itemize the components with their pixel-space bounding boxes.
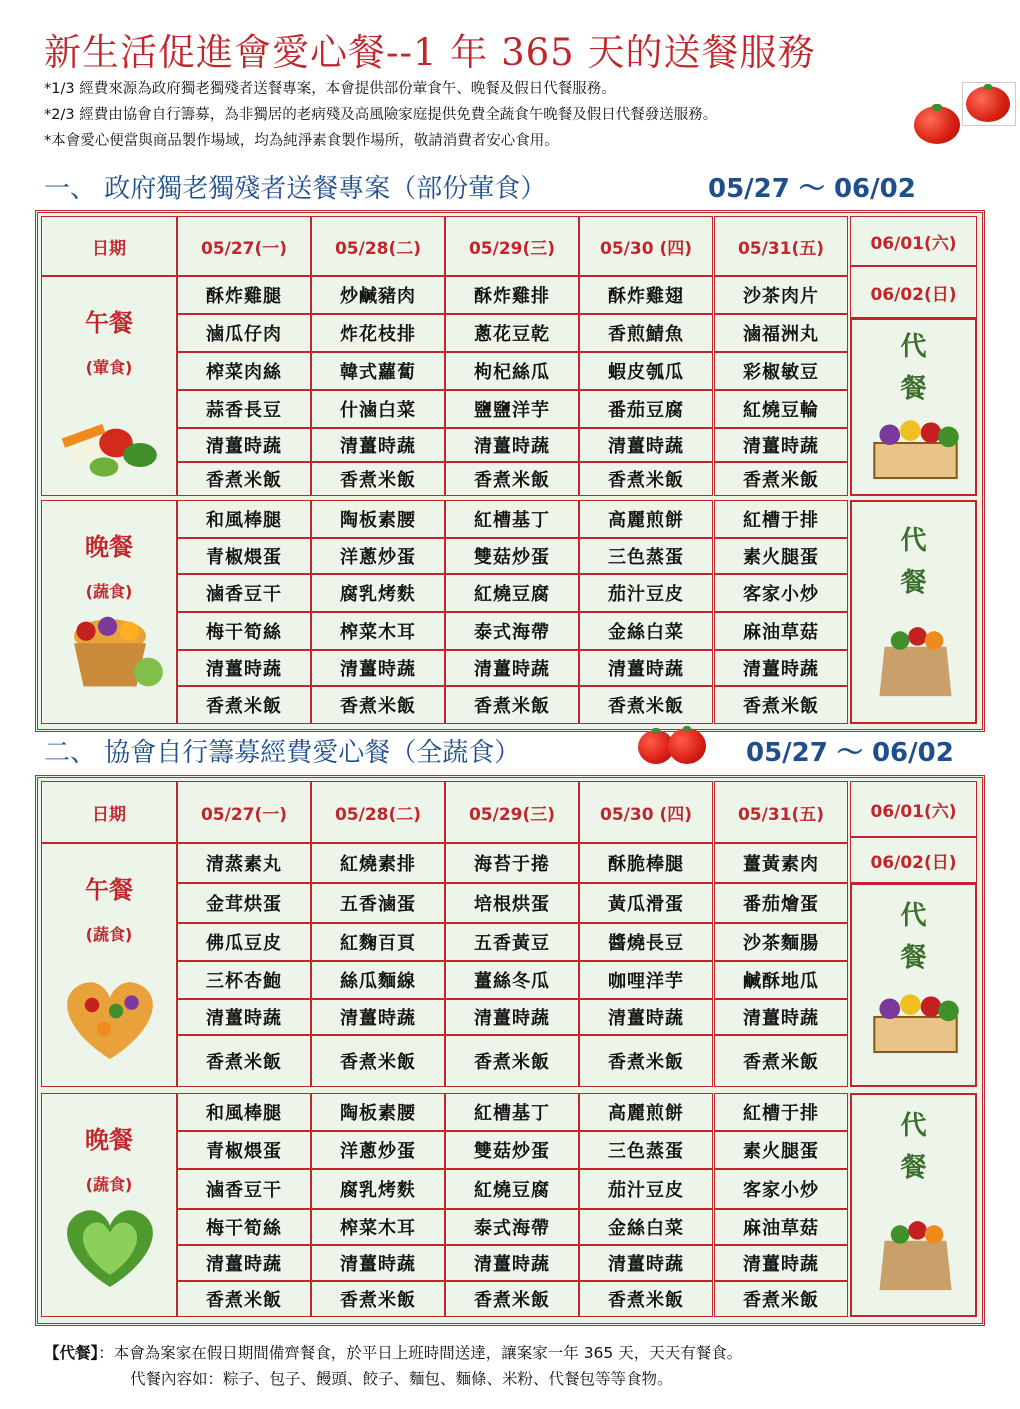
lunch-dish: 紅麴百頁	[311, 923, 445, 961]
lunch-label: 午餐	[85, 876, 133, 904]
day-header: 05/27(一)	[177, 216, 311, 276]
lunch-label: 午餐	[85, 309, 133, 337]
dinner-dish: 素火腿蛋	[714, 1131, 848, 1169]
section2-dates: 05/27 ～ 06/02	[746, 738, 954, 768]
lunch-dish: 薑絲冬瓜	[445, 961, 579, 999]
dinner-dish: 高麗煎餅	[579, 500, 713, 538]
dinner-dish: 香煮米飯	[579, 1281, 713, 1317]
lunch-dish: 香煮米飯	[311, 462, 445, 496]
lunch-dish: 彩椒敏豆	[714, 352, 848, 390]
lunch-dish: 紅燒素排	[311, 843, 445, 883]
lunch-dish: 清薑時蔬	[177, 999, 311, 1035]
dinner-dish: 香煮米飯	[177, 686, 311, 724]
lunch-dish: 清薑時蔬	[579, 428, 713, 462]
dinner-dish: 紅燒豆腐	[445, 574, 579, 612]
dinner-dish: 清薑時蔬	[311, 1245, 445, 1281]
dinner-dish: 金絲白菜	[579, 612, 713, 650]
note-3: *本會愛心便當與商品製作場域，均為純淨素食製作場所，敬請消費者安心食用。	[44, 133, 559, 149]
lunch-label-cell	[41, 843, 177, 1087]
dinner-dish: 清薑時蔬	[445, 1245, 579, 1281]
lunch-dish: 香煮米飯	[445, 462, 579, 496]
lunch-dish: 什滷白菜	[311, 390, 445, 428]
lunch-dish: 香煮米飯	[445, 1035, 579, 1087]
lunch-dish: 清薑時蔬	[579, 999, 713, 1035]
dinner-dish: 榨菜木耳	[311, 612, 445, 650]
lunch-dish: 沙茶麵腸	[714, 923, 848, 961]
substitute-char: 代	[900, 901, 927, 931]
dinner-dish: 雙菇炒蛋	[445, 538, 579, 574]
dinner-dish: 素火腿蛋	[714, 538, 848, 574]
weekend-sun-header: 06/02(日)	[850, 266, 977, 318]
dinner-dish: 洋蔥炒蛋	[311, 1131, 445, 1169]
notes	[44, 76, 717, 154]
dinner-dish: 客家小炒	[714, 574, 848, 612]
day-header: 05/29(三)	[445, 216, 579, 276]
dinner-dish: 麻油草菇	[714, 1209, 848, 1245]
dinner-dish: 紅槽基丁	[445, 1093, 579, 1131]
day-header: 05/28(二)	[311, 781, 445, 843]
page-title: 新生活促進會愛心餐--1 年 365 天的送餐服務	[44, 31, 816, 74]
lunch-dish: 香煮米飯	[714, 1035, 848, 1087]
lunch-dish: 培根烘蛋	[445, 883, 579, 923]
dinner-label-cell	[41, 1093, 177, 1317]
dinner-sublabel: (蔬食)	[85, 582, 133, 601]
dinner-dish: 香煮米飯	[579, 686, 713, 724]
dinner-dish: 香煮米飯	[445, 686, 579, 724]
lunch-dish: 香煮米飯	[714, 462, 848, 496]
basket-illustration	[50, 593, 170, 703]
dinner-dish: 清薑時蔬	[311, 650, 445, 686]
lunch-dish: 蝦皮瓠瓜	[579, 352, 713, 390]
dinner-label: 晚餐	[85, 533, 133, 561]
lunch-substitute-cell	[850, 318, 977, 496]
dinner-dish: 梅干筍絲	[177, 1209, 311, 1245]
dinner-dish: 清薑時蔬	[177, 650, 311, 686]
dinner-dish: 梅干筍絲	[177, 612, 311, 650]
dinner-dish: 香煮米飯	[311, 686, 445, 724]
dinner-dish: 陶板素腰	[311, 500, 445, 538]
dinner-dish: 紅燒豆腐	[445, 1169, 579, 1209]
lunch-dish: 三杯杏鮑	[177, 961, 311, 999]
substitute-char: 代	[900, 1111, 927, 1141]
dinner-dish: 清薑時蔬	[714, 650, 848, 686]
dinner-dish: 和風棒腿	[177, 500, 311, 538]
day-header: 05/31(五)	[714, 216, 848, 276]
date-header: 日期	[41, 781, 177, 843]
substitute-char: 代	[900, 526, 927, 556]
dinner-substitute-cell	[850, 500, 977, 724]
dinner-dish: 紅槽基丁	[445, 500, 579, 538]
dinner-dish: 腐乳烤麩	[311, 1169, 445, 1209]
lunch-dish: 韓式蘿蔔	[311, 352, 445, 390]
dinner-dish: 洋蔥炒蛋	[311, 538, 445, 574]
dinner-dish: 香煮米飯	[445, 1281, 579, 1317]
dinner-label-cell	[41, 500, 177, 724]
day-header: 05/30 (四)	[579, 781, 713, 843]
lunch-dish: 五香滷蛋	[311, 883, 445, 923]
dinner-dish: 清薑時蔬	[177, 1245, 311, 1281]
section1-dates: 05/27 ～ 06/02	[708, 174, 916, 204]
crate-illustration	[864, 398, 967, 488]
dinner-sublabel: (蔬食)	[85, 1175, 133, 1194]
dinner-label: 晚餐	[85, 1126, 133, 1154]
lunch-dish: 枸杞絲瓜	[445, 352, 579, 390]
dinner-dish: 香煮米飯	[311, 1281, 445, 1317]
weekend-sun-header: 06/02(日)	[850, 837, 977, 883]
section1-table	[35, 210, 985, 732]
lunch-dish: 海苔于捲	[445, 843, 579, 883]
lunch-dish: 香煮米飯	[177, 1035, 311, 1087]
lunch-dish: 香煮米飯	[311, 1035, 445, 1087]
lunch-dish: 清薑時蔬	[311, 428, 445, 462]
lunch-dish: 酥炸雞翅	[579, 276, 713, 314]
lunch-dish: 鹹酥地瓜	[714, 961, 848, 999]
lunch-dish: 香煮米飯	[579, 1035, 713, 1087]
lunch-dish: 沙茶肉片	[714, 276, 848, 314]
note-2: *2/3 經費由協會自行籌募，為非獨居的老病殘及高風險家庭提供免費全蔬食午晚餐及假日代餐發送服務。	[44, 107, 718, 123]
dinner-dish: 陶板素腰	[311, 1093, 445, 1131]
lunch-dish: 清薑時蔬	[714, 999, 848, 1035]
lunch-dish: 酥炸雞腿	[177, 276, 311, 314]
lunch-dish: 香煮米飯	[177, 462, 311, 496]
day-header: 05/29(三)	[445, 781, 579, 843]
footer-text-1: ：本會為案家在假日期間備齊餐食，於平日上班時間送達，讓案家一年 365 天，天天有餐食。	[98, 1344, 743, 1362]
dinner-dish: 雙菇炒蛋	[445, 1131, 579, 1169]
lunch-dish: 清薑時蔬	[445, 999, 579, 1035]
dinner-dish: 泰式海帶	[445, 612, 579, 650]
note-1: *1/3 經費來源為政府獨老獨殘者送餐專案，本會提供部份葷食午、晚餐及假日代餐服務。	[44, 81, 616, 97]
lunch-dish: 滷福洲丸	[714, 314, 848, 352]
lunch-dish: 滷瓜仔肉	[177, 314, 311, 352]
day-header: 05/28(二)	[311, 216, 445, 276]
greens-illustration	[50, 1184, 170, 1306]
dinner-dish: 青椒煨蛋	[177, 1131, 311, 1169]
dinner-dish: 紅槽于排	[714, 500, 848, 538]
footer-line-1	[44, 1340, 742, 1366]
lunch-dish: 酥炸雞排	[445, 276, 579, 314]
section1-heading	[44, 168, 546, 205]
lunch-dish: 蔥花豆乾	[445, 314, 579, 352]
section2-table	[35, 775, 985, 1326]
day-header: 05/27(一)	[177, 781, 311, 843]
dinner-dish: 麻油草菇	[714, 612, 848, 650]
lunch-dish: 佛瓜豆皮	[177, 923, 311, 961]
heart-illustration	[50, 962, 170, 1072]
lunch-dish: 清薑時蔬	[311, 999, 445, 1035]
lunch-label-cell	[41, 276, 177, 496]
dinner-dish: 清薑時蔬	[445, 650, 579, 686]
lunch-dish: 香煎鯖魚	[579, 314, 713, 352]
dinner-dish: 清薑時蔬	[579, 650, 713, 686]
lunch-dish: 番茄豆腐	[579, 390, 713, 428]
lunch-dish: 清薑時蔬	[177, 428, 311, 462]
dinner-dish: 香煮米飯	[177, 1281, 311, 1317]
substitute-char: 餐	[900, 568, 927, 598]
lunch-dish: 炸花枝排	[311, 314, 445, 352]
bag-illustration	[864, 602, 967, 712]
lunch-dish: 香煮米飯	[579, 462, 713, 496]
dinner-substitute-cell	[850, 1093, 977, 1317]
dinner-dish: 香煮米飯	[714, 686, 848, 724]
dinner-dish: 高麗煎餅	[579, 1093, 713, 1131]
dinner-dish: 客家小炒	[714, 1169, 848, 1209]
lunch-sublabel: (蔬食)	[85, 925, 133, 944]
dinner-dish: 泰式海帶	[445, 1209, 579, 1245]
tomato-icon	[914, 106, 960, 144]
dinner-dish: 三色蒸蛋	[579, 538, 713, 574]
footer-line-2: 代餐內容如：粽子、包子、饅頭、餃子、麵包、麵條、米粉、代餐包等等食物。	[130, 1370, 673, 1388]
lunch-dish: 榨菜肉絲	[177, 352, 311, 390]
lunch-dish: 金茸烘蛋	[177, 883, 311, 923]
substitute-char: 餐	[900, 943, 927, 973]
bag-illustration	[864, 1195, 967, 1307]
dinner-dish: 茄汁豆皮	[579, 574, 713, 612]
dinner-dish: 腐乳烤麩	[311, 574, 445, 612]
dinner-dish: 清薑時蔬	[579, 1245, 713, 1281]
substitute-char: 餐	[900, 1153, 927, 1183]
lunch-dish: 五香黃豆	[445, 923, 579, 961]
section2-label: 二、 協會自行籌募經費愛心餐（全蔬食）	[44, 738, 521, 768]
dinner-dish: 清薑時蔬	[714, 1245, 848, 1281]
date-header: 日期	[41, 216, 177, 276]
lunch-dish: 炒鹹豬肉	[311, 276, 445, 314]
lunch-sublabel: (葷食)	[85, 358, 133, 377]
lunch-dish: 紅燒豆輪	[714, 390, 848, 428]
dinner-dish: 滷香豆干	[177, 1169, 311, 1209]
dinner-dish: 和風棒腿	[177, 1093, 311, 1131]
lunch-dish: 鹽鹽洋芋	[445, 390, 579, 428]
day-header: 05/30 (四)	[579, 216, 713, 276]
lunch-dish: 絲瓜麵線	[311, 961, 445, 999]
lunch-dish: 黃瓜滑蛋	[579, 883, 713, 923]
vegetables-illustration	[50, 395, 170, 491]
substitute-char: 餐	[900, 374, 927, 404]
apple-icon	[668, 728, 706, 764]
lunch-dish: 清蒸素丸	[177, 843, 311, 883]
crate-illustration	[864, 967, 967, 1067]
day-header: 05/31(五)	[714, 781, 848, 843]
dinner-dish: 茄汁豆皮	[579, 1169, 713, 1209]
dinner-dish: 青椒煨蛋	[177, 538, 311, 574]
lunch-dish: 薑黃素肉	[714, 843, 848, 883]
lunch-dish: 清薑時蔬	[445, 428, 579, 462]
footer-label: 【代餐】	[44, 1344, 99, 1362]
dinner-dish: 金絲白菜	[579, 1209, 713, 1245]
substitute-char: 代	[900, 332, 927, 362]
dinner-dish: 三色蒸蛋	[579, 1131, 713, 1169]
lunch-dish: 清薑時蔬	[714, 428, 848, 462]
section1-label: 一、 政府獨老獨殘者送餐專案（部份葷食）	[44, 174, 547, 204]
weekend-sat-header: 06/01(六)	[850, 216, 977, 266]
lunch-substitute-cell	[850, 883, 977, 1087]
lunch-dish: 咖哩洋芋	[579, 961, 713, 999]
footer	[44, 1340, 742, 1392]
tomato-icon	[966, 86, 1010, 122]
lunch-dish: 番茄燴蛋	[714, 883, 848, 923]
dinner-dish: 香煮米飯	[714, 1281, 848, 1317]
lunch-dish: 蒜香長豆	[177, 390, 311, 428]
lunch-dish: 酥脆棒腿	[579, 843, 713, 883]
weekend-sat-header: 06/01(六)	[850, 781, 977, 837]
dinner-dish: 榨菜木耳	[311, 1209, 445, 1245]
dinner-dish: 滷香豆干	[177, 574, 311, 612]
dinner-dish: 紅槽于排	[714, 1093, 848, 1131]
section2-heading	[44, 732, 520, 769]
lunch-dish: 醬燒長豆	[579, 923, 713, 961]
